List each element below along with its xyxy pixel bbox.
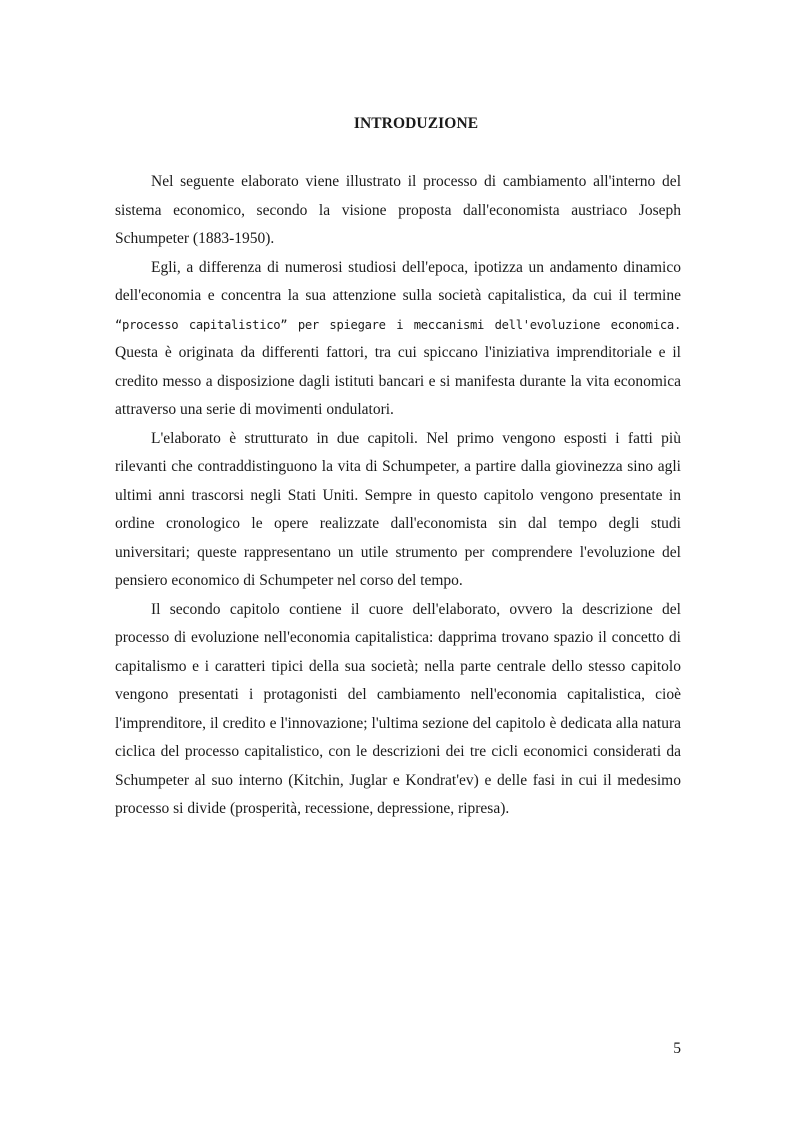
body-text — [115, 168, 681, 824]
paragraph-capitalism-typewriter-phrase: “processo capitalistico” per spiegare i meccanismi dell'evoluzione economica. — [115, 317, 681, 332]
paragraph-capitalism-part2: Questa è originata da differenti fattori, tra cui spiccano l'iniziativa imprenditoriale e il credito messo a disposizione dagli istituti bancari e si manifesta durante la vita economica attraverso una serie di movimenti ondulatori. — [115, 344, 681, 418]
paragraph-intro: Nel seguente elaborato viene illustrato il processo di cambiamento all'interno del sistema economico, secondo la visione proposta dall'economista austriaco Joseph Schumpeter (1883-1950). — [115, 173, 681, 247]
page-title: INTRODUZIONE — [353, 115, 479, 132]
paragraph-structure: L'elaborato è strutturato in due capitoli. Nel primo vengono esposti i fatti più rilevanti che contraddistinguono la vita di Schumpeter, a partire dalla giovinezza sino agli ultimi anni trascorsi negli Stati Uniti. Sempre in questo capitolo vengono presentate in ordine cronologico le opere realizzate dall'economista sin dal tempo degli studi universitari; queste rappresentano un utile strumento per comprendere l'evoluzione del pensiero economico di Schumpeter nel corso del tempo. — [115, 429, 681, 589]
paragraph-second-chapter: Il secondo capitolo contiene il cuore dell'elaborato, ovvero la descrizione del processo di evoluzione nell'economia capitalistica: dapprima trovano spazio il concetto di capitalismo e i caratteri tipici della sua società; nella parte centrale dello stesso capitolo vengono presentati i protagonisti del cambiamento nell'economia capitalistica, cioè l'imprenditore, il credito e l'innovazione; l'ultima sezione del capitolo è dedicata alla natura ciclica del processo capitalistico, con le descrizioni dei tre cicli economici considerati da Schumpeter al suo interno (Kitchin, Juglar e Kondrat'ev) e delle fasi in cui il medesimo processo si divide (prosperità, recessione, depressione, ripresa). — [115, 600, 681, 817]
page-number: 5 — [673, 1040, 681, 1057]
paragraph-capitalism — [115, 254, 681, 425]
paragraph-capitalism-part1: Egli, a differenza di numerosi studiosi dell'epoca, ipotizza un andamento dinamico dell'economia e concentra la sua attenzione sulla società capitalistica, da cui il termine — [115, 258, 681, 304]
